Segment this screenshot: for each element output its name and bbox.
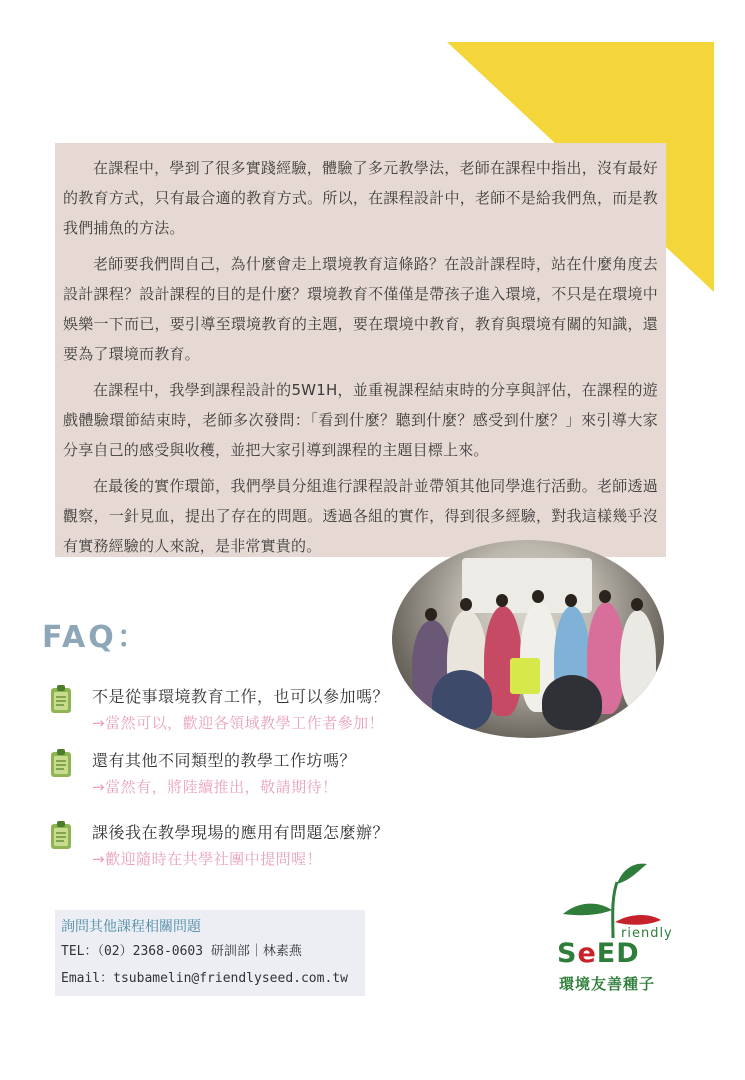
group-photo: [392, 540, 664, 738]
contact-title: 詢問其他課程相關問題: [61, 919, 201, 935]
photo-green-sign: [510, 658, 540, 694]
paragraph-1: 在課程中，學到了很多實踐經驗，體驗了多元教學法，老師在課程中指出，沒有最好的教育方式，只有最合適的教育方式。所以，在課程設計中，老師不是給我們魚，而是教我們捕魚的方法。: [63, 159, 658, 237]
faq-question: 不是從事環境教育工作，也可以參加嗎？: [92, 687, 390, 706]
faq-answer: →歡迎隨時在共學社團中提問喔！: [92, 850, 323, 868]
photo-head: [631, 598, 643, 611]
photo-person: [542, 675, 602, 730]
faq-title: FAQ：: [42, 620, 150, 655]
contact-box: [55, 910, 365, 996]
photo-head: [532, 590, 544, 603]
clipboard-icon: [50, 684, 72, 714]
faq-answer: →當然有，將陸續推出，敬請期待！: [92, 778, 338, 796]
photo-head: [460, 598, 472, 611]
paragraph-3: 在課程中，我學到課程設計的5W1H，並重視課程結束時的分享與評估，在課程的遊戲體驗環節結束時，老師多次發問：「看到什麼？聽到什麼？感受到什麼？」來引導大家分享自己的感受與收穫，並把大家引導到課程的主題目標上來。: [63, 381, 658, 459]
logo-chinese-name: 環境友善種子: [559, 975, 656, 993]
clipboard-icon: [50, 748, 72, 778]
photo-head: [425, 608, 437, 621]
clipboard-icon: [50, 820, 72, 850]
photo-head: [565, 594, 577, 607]
photo-head: [496, 594, 508, 607]
faq-question: 課後我在教學現場的應用有問題怎麼辦？: [92, 823, 390, 842]
photo-person: [620, 610, 656, 710]
faq-question: 還有其他不同類型的教學工作坊嗎？: [92, 751, 357, 770]
logo-seed-text: SeED: [557, 938, 640, 969]
testimonial-text-box: [55, 143, 666, 557]
contact-email[interactable]: Email：tsubamelin@friendlyseed.com.tw: [61, 971, 348, 986]
photo-person: [432, 670, 492, 730]
photo-head: [599, 590, 611, 603]
contact-phone: TEL：（02）2368-0603 研訓部｜林素燕: [61, 944, 302, 959]
paragraph-2: 老師要我們問自己，為什麼會走上環境教育這條路？在設計課程時，站在什麼角度去設計課程？設計課程的目的是什麼？環境教育不僅僅是帶孩子進入環境，不只是在環境中娛樂一下而已，要引導至環境教育的主題，要在環境中教育，教育與環境有關的知識，還要為了環境而教育。: [63, 255, 658, 363]
faq-answer: →當然可以，歡迎各領域教學工作者參加！: [92, 714, 385, 732]
friendly-seed-logo: [555, 860, 673, 995]
paragraph-4: 在最後的實作環節，我們學員分組進行課程設計並帶領其他同學進行活動。老師透過觀察，一針見血，提出了存在的問題。透過各組的實作，得到很多經驗，對我這樣幾乎沒有實務經驗的人來說，是非常實貴的。: [63, 477, 658, 555]
logo-small-text: riendly: [621, 926, 673, 941]
